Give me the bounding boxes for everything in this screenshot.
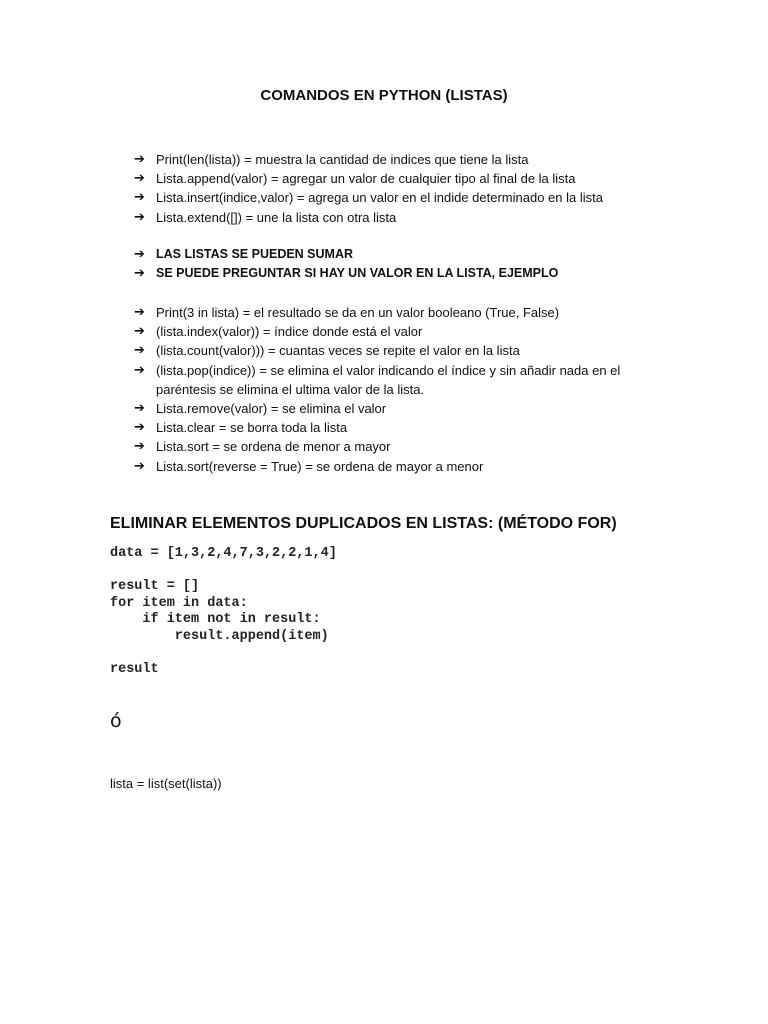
- list-item-text: SE PUEDE PREGUNTAR SI HAY UN VALOR EN LA LISTA, EJEMPLO: [156, 266, 559, 281]
- arrow-bullet-icon: ➔: [134, 324, 145, 340]
- list-item-text: Lista.insert(indice,valor) = agrega un valor en el indide determinado en la lista: [156, 190, 603, 206]
- list-item: [134, 418, 674, 437]
- list-item: [134, 322, 674, 341]
- arrow-bullet-icon: ➔: [134, 439, 145, 455]
- list-item: [134, 264, 674, 283]
- list-item-text: Print(3 in lista) = el resultado se da en un valor booleano (True, False): [156, 305, 560, 320]
- list-item-text: Print(len(lista)) = muestra la cantidad de indices que tiene la lista: [156, 152, 529, 167]
- list-item-text: (lista.count(valor))) = cuantas veces se repite el valor en la lista: [156, 343, 520, 359]
- list-item: [134, 341, 674, 360]
- list-item: [134, 361, 674, 399]
- list-item-text: (lista.index(valor)) = índice donde está el valor: [156, 324, 423, 340]
- arrow-bullet-icon: ➔: [134, 190, 145, 206]
- list-item: [134, 150, 674, 169]
- list-item: [134, 437, 674, 456]
- page-title: COMANDOS EN PYTHON (LISTAS): [260, 87, 508, 104]
- arrow-bullet-icon: ➔: [134, 343, 145, 359]
- list-item-text: Lista.clear = se borra toda la lista: [156, 420, 348, 436]
- alt-solution-line: lista = list(set(lista)): [110, 776, 222, 791]
- list-item: [134, 303, 674, 322]
- arrow-bullet-icon: ➔: [134, 401, 145, 417]
- arrow-bullet-icon: ➔: [134, 266, 145, 282]
- list-item: [134, 208, 674, 227]
- arrow-bullet-icon: ➔: [134, 420, 145, 436]
- list-item-text: Lista.append(valor) = agregar un valor de cualquier tipo al final de la lista: [156, 171, 576, 187]
- list-item-text: Lista.sort = se ordena de menor a mayor: [156, 439, 391, 455]
- list-notes-group: [134, 245, 674, 283]
- list-item: [134, 245, 674, 264]
- arrow-bullet-icon: ➔: [134, 171, 145, 187]
- list-item-text: Lista.extend([]) = une la lista con otra lista: [156, 209, 397, 225]
- list-item-text: (lista.pop(indice)) = se elimina el valor indicando el índice y sin añadir nada en el paréntesis se elimina el ultima valor de la lista.: [156, 362, 621, 397]
- list-methods-group: [134, 150, 674, 227]
- list-item-text: Lista.remove(valor) = se elimina el valor: [156, 401, 387, 417]
- list-item: [134, 169, 674, 188]
- list-operations-group: [134, 303, 674, 476]
- arrow-bullet-icon: ➔: [134, 247, 145, 262]
- section-heading: ELIMINAR ELEMENTOS DUPLICADOS EN LISTAS: (MÉTODO FOR): [110, 515, 617, 532]
- list-item: [134, 457, 674, 476]
- arrow-bullet-icon: ➔: [134, 209, 145, 225]
- list-item: [134, 188, 674, 207]
- list-item: [134, 399, 674, 418]
- or-separator: ó: [110, 710, 122, 732]
- arrow-bullet-icon: ➔: [134, 458, 145, 474]
- list-item-text: LAS LISTAS SE PUEDEN SUMAR: [156, 247, 354, 261]
- arrow-bullet-icon: ➔: [134, 362, 145, 378]
- arrow-bullet-icon: ➔: [134, 152, 145, 167]
- list-item-text: Lista.sort(reverse = True) = se ordena de mayor a menor: [156, 458, 484, 474]
- arrow-bullet-icon: ➔: [134, 305, 145, 320]
- code-block: data = [1,3,2,4,7,3,2,2,1,4] result = [] for item in data: if item not in result: result.append(item) result: [110, 546, 337, 678]
